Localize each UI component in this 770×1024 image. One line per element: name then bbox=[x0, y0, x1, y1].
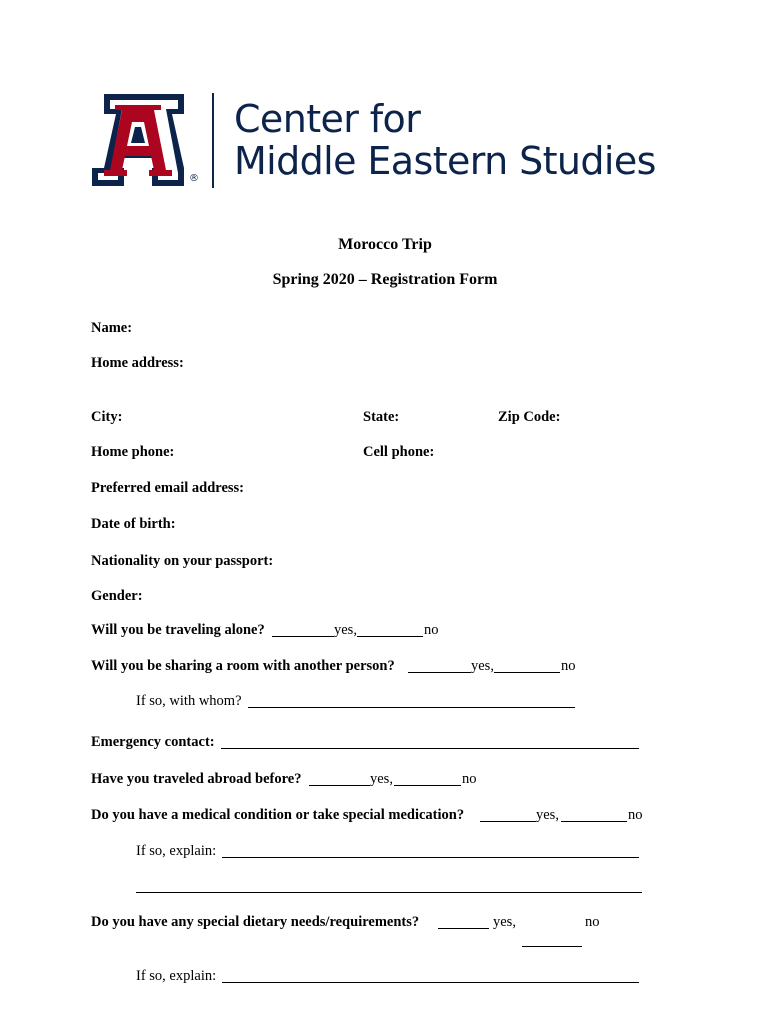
emergency-contact-blank[interactable] bbox=[221, 748, 639, 749]
medical-explain-blank-1[interactable] bbox=[222, 857, 639, 858]
sharing-room-no-label: no bbox=[561, 658, 576, 674]
sharing-room-yes-label: yes, bbox=[471, 658, 494, 674]
gender-label: Gender: bbox=[91, 588, 143, 604]
roommate-blank[interactable] bbox=[248, 707, 575, 708]
medical-yes-blank[interactable] bbox=[480, 821, 536, 822]
traveling-alone-question: Will you be traveling alone? bbox=[91, 622, 265, 638]
registered-mark: ® bbox=[189, 173, 199, 184]
dob-label: Date of birth: bbox=[91, 516, 176, 532]
sharing-room-question: Will you be sharing a room with another person? bbox=[91, 658, 395, 674]
traveling-alone-yes-label: yes, bbox=[334, 622, 357, 638]
email-label: Preferred email address: bbox=[91, 480, 245, 496]
home-phone-label: Home phone: bbox=[91, 444, 175, 460]
traveled-abroad-yes-label: yes, bbox=[370, 771, 393, 787]
home-address-label: Home address: bbox=[91, 355, 184, 371]
traveling-alone-no-blank[interactable] bbox=[357, 636, 423, 637]
medical-explain-blank-2[interactable] bbox=[136, 892, 642, 893]
logo-divider bbox=[212, 93, 214, 188]
dietary-explain-blank[interactable] bbox=[222, 982, 639, 983]
dietary-no-label: no bbox=[585, 914, 600, 930]
university-logo bbox=[92, 94, 202, 190]
doc-subtitle: Spring 2020 – Registration Form bbox=[272, 271, 498, 288]
traveled-abroad-question: Have you traveled abroad before? bbox=[91, 771, 302, 787]
emergency-contact-label: Emergency contact: bbox=[91, 734, 215, 750]
medical-question: Do you have a medical condition or take special medication? bbox=[91, 807, 465, 823]
nationality-label: Nationality on your passport: bbox=[91, 553, 274, 569]
city-label: City: bbox=[91, 409, 123, 425]
name-label: Name: bbox=[91, 320, 133, 336]
roommate-followup-label: If so, with whom? bbox=[136, 693, 242, 709]
traveled-abroad-no-blank[interactable] bbox=[394, 785, 461, 786]
zip-label: Zip Code: bbox=[498, 409, 561, 425]
dietary-explain-label: If so, explain: bbox=[136, 968, 217, 984]
traveled-abroad-no-label: no bbox=[462, 771, 477, 787]
sharing-room-no-blank[interactable] bbox=[494, 672, 560, 673]
dietary-yes-blank[interactable] bbox=[438, 928, 489, 929]
medical-no-label: no bbox=[628, 807, 643, 823]
sharing-room-yes-blank[interactable] bbox=[408, 672, 471, 673]
block-a-logo-icon bbox=[92, 94, 202, 190]
dietary-question: Do you have any special dietary needs/requirements? bbox=[91, 914, 420, 930]
org-name-line1: Center for bbox=[234, 97, 421, 141]
doc-title: Morocco Trip bbox=[338, 236, 432, 253]
medical-no-blank[interactable] bbox=[561, 821, 627, 822]
dietary-no-blank[interactable] bbox=[522, 946, 582, 947]
dietary-yes-label: yes, bbox=[493, 914, 516, 930]
traveling-alone-no-label: no bbox=[424, 622, 439, 638]
cell-phone-label: Cell phone: bbox=[363, 444, 435, 460]
org-name-line2: Middle Eastern Studies bbox=[234, 139, 656, 183]
traveled-abroad-yes-blank[interactable] bbox=[309, 785, 370, 786]
state-label: State: bbox=[363, 409, 400, 425]
traveling-alone-yes-blank[interactable] bbox=[272, 636, 334, 637]
medical-explain-label: If so, explain: bbox=[136, 843, 217, 859]
medical-yes-label: yes, bbox=[536, 807, 559, 823]
